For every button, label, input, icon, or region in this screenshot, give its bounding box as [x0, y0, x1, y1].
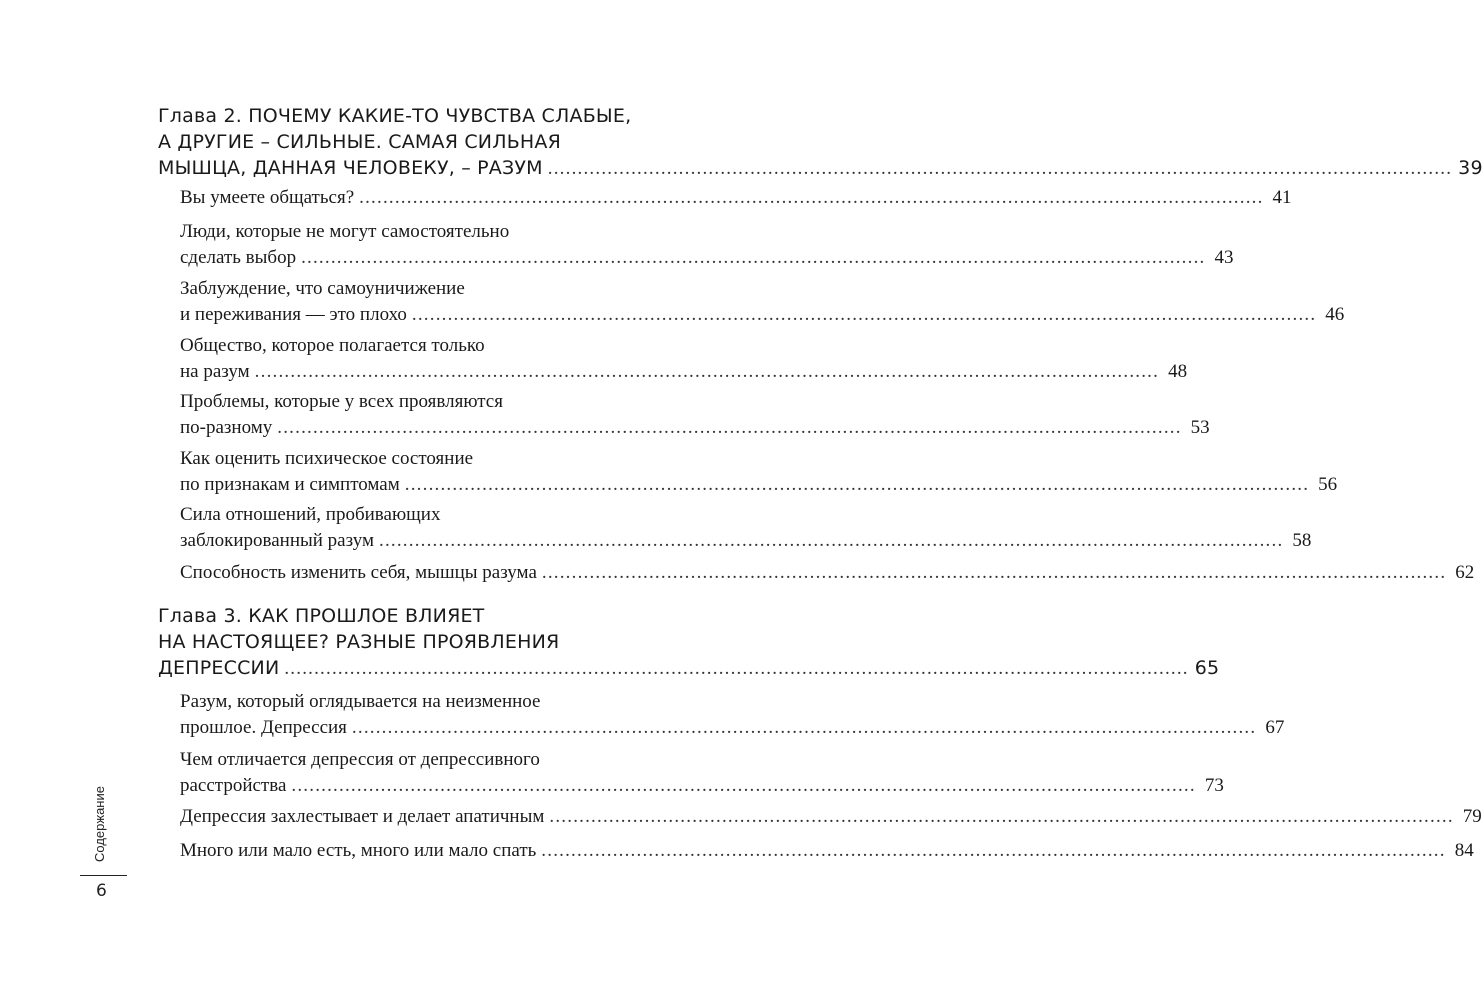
page-ref: 41	[1272, 187, 1292, 208]
entry-title-line: Заблуждение, что самоуничижение	[180, 278, 465, 299]
dot-leader: ........................................................................................................................................................	[549, 806, 1454, 827]
entry-title-line: Сила отношений, пробивающих	[180, 504, 441, 525]
toc-entry[interactable]	[180, 502, 1312, 554]
dot-leader: ........................................................................................................................................................	[351, 717, 1257, 738]
toc-last-line	[180, 359, 1188, 385]
dot-leader: ........................................................................................................................................................	[411, 304, 1317, 325]
page-ref: 73	[1204, 775, 1224, 796]
entry-title-line: прошлое. Депрессия	[180, 717, 347, 738]
dot-leader: ........................................................................................................................................................	[379, 530, 1284, 551]
entry-title-line: Много или мало есть, много или мало спать	[180, 840, 537, 861]
section-label: Содержание	[92, 786, 107, 862]
toc-entry[interactable]	[180, 219, 1234, 271]
chapter-title-line: МЫШЦА, ДАННАЯ ЧЕЛОВЕКУ, – РАЗУМ	[158, 157, 543, 179]
toc-entry[interactable]	[180, 838, 1474, 864]
toc-entry[interactable]	[180, 689, 1285, 741]
entry-title-line: Вы умеете общаться?	[180, 187, 355, 208]
entry-title-line: Способность изменить себя, мышцы разума	[180, 562, 537, 583]
toc-entry[interactable]	[180, 276, 1345, 328]
dot-leader: ........................................................................................................................................................	[254, 361, 1160, 382]
page-ref: 53	[1190, 417, 1210, 438]
toc-entry[interactable]	[180, 446, 1338, 498]
toc-last-line	[180, 773, 1224, 799]
dot-leader: ........................................................................................................................................................	[284, 658, 1189, 679]
chapter-title-line: НА НАСТОЯЩЕЕ? РАЗНЫЕ ПРОЯВЛЕНИЯ	[158, 631, 560, 653]
entry-title-line: по признакам и симптомам	[180, 474, 400, 495]
toc-last-line	[180, 472, 1338, 498]
entry-title-line: Чем отличается депрессия от депрессивного	[180, 749, 540, 770]
toc-last-line	[180, 838, 1474, 864]
entry-title-line: по-разному	[180, 417, 273, 438]
toc-last-line	[180, 715, 1285, 741]
entry-title-line: и переживания — это плохо	[180, 304, 407, 325]
page-ref: 67	[1265, 717, 1285, 738]
dot-leader: ........................................................................................................................................................	[277, 417, 1182, 438]
chapter-title-line: Глава 2. ПОЧЕМУ КАКИЕ-ТО ЧУВСТВА СЛАБЫЕ,	[158, 105, 632, 127]
toc-entry[interactable]	[180, 747, 1224, 799]
chapter-title-line: Глава 3. КАК ПРОШЛОЕ ВЛИЯЕТ	[158, 605, 485, 627]
entry-title-line: Люди, которые не могут самостоятельно	[180, 221, 510, 242]
toc-last-line	[158, 155, 1483, 182]
chapter-2-heading[interactable]	[158, 103, 1483, 182]
toc-last-line	[180, 560, 1475, 586]
dot-leader: ........................................................................................................................................................	[359, 187, 1264, 208]
page-ref: 46	[1325, 304, 1345, 325]
page-ref: 58	[1292, 530, 1312, 551]
toc-entry[interactable]	[180, 333, 1188, 385]
chapter-title-line: А ДРУГИЕ – СИЛЬНЫЕ. САМАЯ СИЛЬНАЯ	[158, 131, 562, 153]
page-ref: 84	[1454, 840, 1474, 861]
toc-last-line	[158, 655, 1220, 682]
entry-title-line: Общество, которое полагается только	[180, 335, 485, 356]
toc-last-line	[180, 185, 1292, 211]
page-number: 6	[96, 881, 107, 901]
page-ref: 43	[1214, 247, 1234, 268]
toc-entry[interactable]	[180, 389, 1210, 441]
entry-title-line: Как оценить психическое состояние	[180, 448, 474, 469]
toc-entry[interactable]	[180, 185, 1292, 211]
entry-title-line: на разум	[180, 361, 250, 382]
entry-title-line: Проблемы, которые у всех проявляются	[180, 391, 503, 412]
dot-leader: ........................................................................................................................................................	[547, 158, 1453, 179]
toc-last-line	[180, 302, 1345, 328]
toc-last-line	[180, 245, 1234, 271]
page-ref: 79	[1462, 806, 1482, 827]
page-ref: 65	[1194, 657, 1220, 679]
dot-leader: ........................................................................................................................................................	[301, 247, 1206, 268]
page-ref: 56	[1318, 474, 1338, 495]
footer-rule	[80, 875, 127, 876]
chapter-3-heading[interactable]	[158, 603, 1220, 682]
dot-leader: ........................................................................................................................................................	[291, 775, 1196, 796]
entry-title-line: Депрессия захлестывает и делает апатичным	[180, 806, 545, 827]
entry-title-line: сделать выбор	[180, 247, 297, 268]
page-ref: 62	[1455, 562, 1475, 583]
toc-entry[interactable]	[180, 560, 1475, 586]
dot-leader: ........................................................................................................................................................	[541, 562, 1447, 583]
entry-title-line: расстройства	[180, 775, 287, 796]
entry-title-line: Разум, который оглядывается на неизменное	[180, 691, 541, 712]
page-ref: 48	[1168, 361, 1188, 382]
dot-leader: ........................................................................................................................................................	[404, 474, 1310, 495]
entry-title-line: заблокированный разум	[180, 530, 374, 551]
dot-leader: ........................................................................................................................................................	[541, 840, 1446, 861]
toc-last-line	[180, 804, 1482, 830]
chapter-title-line: ДЕПРЕССИИ	[158, 657, 280, 679]
page-ref: 39	[1458, 157, 1483, 179]
toc-entry[interactable]	[180, 804, 1482, 830]
toc-last-line	[180, 528, 1312, 554]
toc-last-line	[180, 415, 1210, 441]
